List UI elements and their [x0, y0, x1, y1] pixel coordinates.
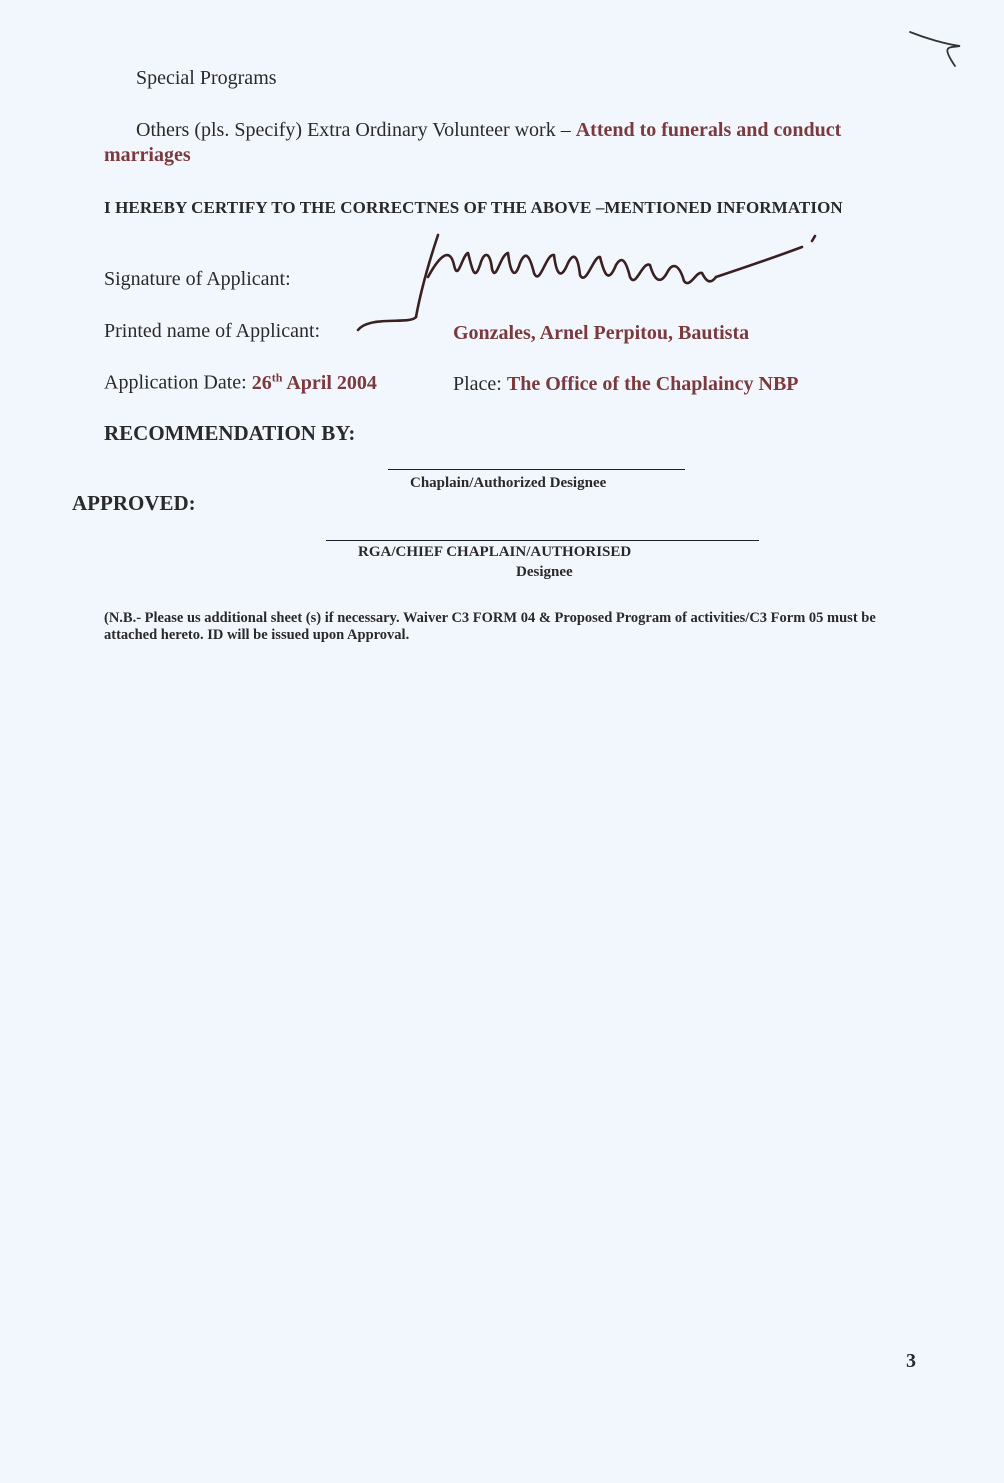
- approved-signature-line: [326, 540, 759, 541]
- others-value-line1: Attend to funerals and conduct: [575, 119, 842, 141]
- application-date-suffix: th: [271, 370, 283, 384]
- application-date-rest: April 2004: [286, 371, 377, 394]
- others-line: [136, 119, 841, 142]
- page-number: 3: [906, 1350, 916, 1372]
- printed-name-label: Printed name of Applicant:: [104, 320, 321, 342]
- checkmark-pen-mark: [905, 28, 965, 70]
- approved-heading: APPROVED:: [72, 491, 196, 515]
- printed-name-value: Gonzales, Arnel Perpitou, Bautista: [453, 322, 750, 344]
- signature-label: Signature of Applicant:: [104, 268, 291, 290]
- recommendation-heading: RECOMMENDATION BY:: [104, 421, 356, 445]
- approved-caption-line2: Designee: [516, 564, 573, 580]
- recommendation-caption: Chaplain/Authorized Designee: [410, 475, 607, 491]
- application-date: [104, 370, 377, 395]
- certify-statement: I HEREBY CERTIFY TO THE CORRECTNES OF THE ABOVE –MENTIONED INFORMATION: [104, 198, 843, 217]
- recommendation-signature-line: [388, 469, 685, 470]
- application-date-label: Application Date:: [104, 371, 247, 394]
- place: [453, 373, 799, 396]
- others-value-line2: marriages: [104, 144, 191, 166]
- special-programs-label: Special Programs: [136, 67, 277, 89]
- application-date-value: [252, 372, 377, 394]
- others-prefix: Others (pls. Specify) Extra Ordinary Volunteer work –: [136, 119, 571, 141]
- approved-caption-line1: RGA/CHIEF CHAPLAIN/AUTHORISED: [358, 544, 632, 560]
- footnote: (N.B.- Please us additional sheet (s) if necessary. Waiver C3 FORM 04 & Proposed Program of activities/C3 Form 05 must be attached hereto. ID will be issued upon Approval.: [104, 610, 876, 643]
- application-date-day: 26: [251, 371, 272, 394]
- place-label: Place:: [453, 373, 502, 395]
- place-value: The Office of the Chaplaincy NBP: [506, 373, 799, 395]
